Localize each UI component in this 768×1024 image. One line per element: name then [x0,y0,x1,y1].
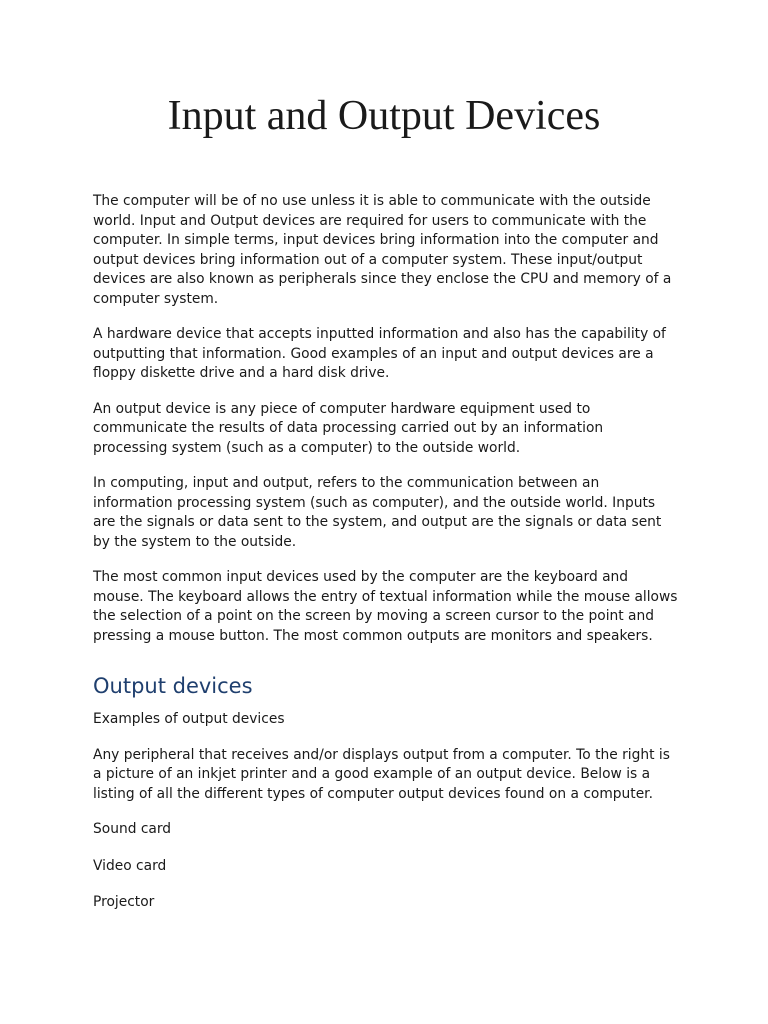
output-devices-heading: Output devices [93,674,253,698]
list-item-sound-card: Sound card [93,821,172,837]
paragraph-computing-io: In computing, input and output, refers to the communication between an information processing system (such as computer), and the outside world. Inputs are the signals or data sent to the system, and output are the signals or data sent by the system to the outside. [93,475,662,550]
paragraph-common-devices: The most common input devices used by the computer are the keyboard and mouse. The keyboard allows the entry of textual information while the mouse allows the selection of a point on the screen by moving a screen cursor to the point and pressing a mouse button. The most common outputs are monitors and speakers. [93,569,678,644]
list-item-projector: Projector [93,894,155,910]
output-devices-description: Any peripheral that receives and/or displays output from a computer. To the right is a picture of an inkjet printer and a good example of an output device. Below is a listing of all the different types of computer output devices found on a computer. [93,746,670,802]
output-devices-subtitle: Examples of output devices [93,711,285,727]
list-item-video-card: Video card [93,857,167,874]
paragraph-intro: The computer will be of no use unless it is able to communicate with the outside world. Input and Output devices are required for users to communicate with the computer. In simple terms, input devices bring information into the computer and output devices bring information out of a computer system. These input/output devices are also known as peripherals since they enclose the CPU and memory of a computer system. [93,193,672,307]
document-title: Input and Output Devices [167,93,601,139]
paragraph-hardware-device: A hardware device that accepts inputted information and also has the capability of outputting that information. Good examples of an input and output devices are a floppy diskette drive and a hard disk drive. [93,326,666,381]
paragraph-output-device: An output device is any piece of computer hardware equipment used to communicate the results of data processing carried out by an information processing system (such as a computer) to the outside world. [93,400,604,456]
document-body [93,192,678,930]
